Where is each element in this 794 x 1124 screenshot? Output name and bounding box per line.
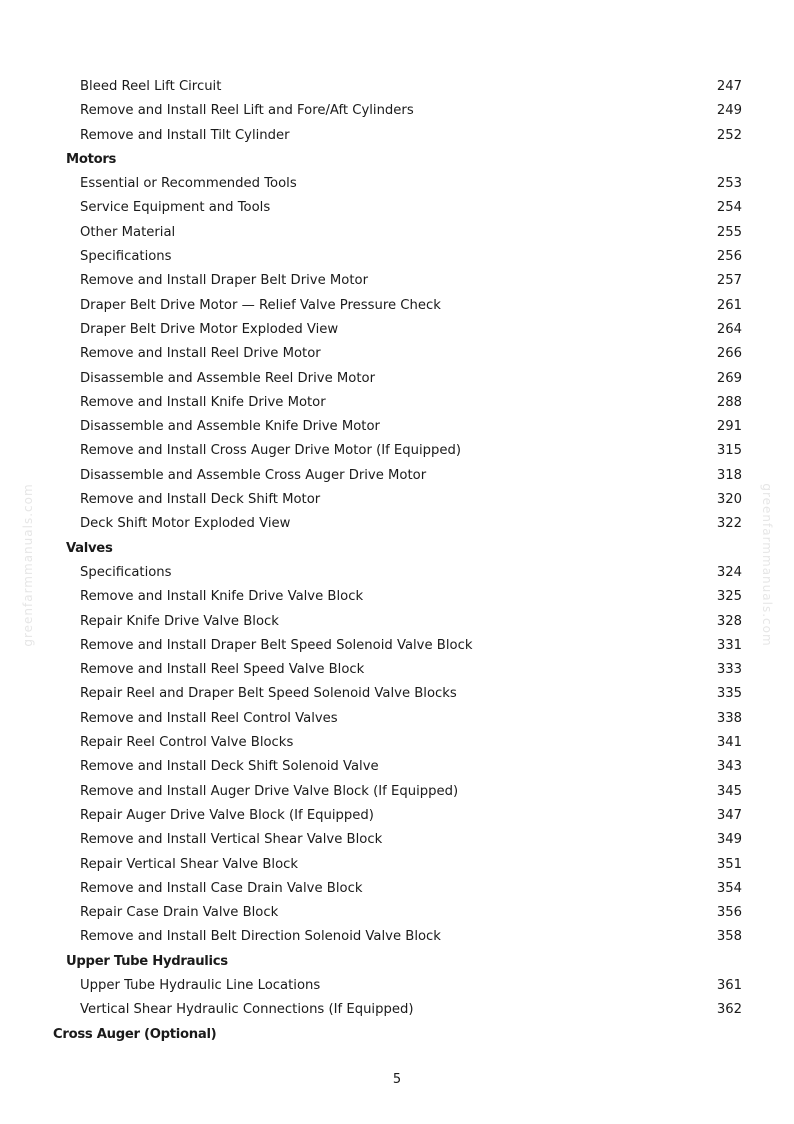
- toc-entry[interactable]: [0, 755, 794, 779]
- toc-title: Remove and Install Vertical Shear Valve Block: [80, 832, 383, 848]
- toc-section-heading[interactable]: [0, 950, 794, 974]
- toc-entry[interactable]: [0, 658, 794, 682]
- toc-title: Remove and Install Case Drain Valve Block: [80, 880, 363, 896]
- toc-page-number: 261: [716, 297, 742, 313]
- toc-page-number: 349: [716, 832, 742, 848]
- page-number: 5: [392, 1072, 402, 1087]
- toc-title: Draper Belt Drive Motor — Relief Valve Pressure Check: [80, 297, 441, 313]
- toc-entry[interactable]: [0, 828, 794, 852]
- toc-page-number: 356: [716, 905, 742, 921]
- toc-title: Repair Reel Control Valve Blocks: [80, 735, 294, 751]
- toc-page-number: 325: [716, 589, 742, 605]
- toc-page-number: 257: [716, 273, 742, 289]
- toc-title: Specifications: [80, 564, 172, 580]
- toc-entry[interactable]: [0, 925, 794, 949]
- toc-title: Cross Auger (Optional): [53, 1026, 217, 1042]
- toc-section-heading[interactable]: [0, 148, 794, 172]
- toc-title: Motors: [66, 151, 117, 167]
- toc-chapter-heading[interactable]: [0, 1023, 794, 1047]
- toc-title: Repair Reel and Draper Belt Speed Solenoid Valve Blocks: [80, 686, 457, 702]
- toc-page-number: 347: [716, 807, 742, 823]
- toc-title: Service Equipment and Tools: [80, 200, 271, 216]
- toc-title: Repair Knife Drive Valve Block: [80, 613, 279, 629]
- toc-title: Specifications: [80, 249, 172, 265]
- toc-title: Repair Case Drain Valve Block: [80, 905, 279, 921]
- toc-entry[interactable]: [0, 221, 794, 245]
- toc-title: Bleed Reel Lift Circuit: [80, 79, 222, 94]
- toc-page-number: 315: [716, 443, 742, 459]
- toc-title: Upper Tube Hydraulics: [66, 953, 228, 969]
- toc-title: Valves: [66, 540, 113, 556]
- toc-title: Deck Shift Motor Exploded View: [80, 516, 291, 532]
- watermark-left: greenfarmmanuals.com: [21, 483, 35, 647]
- toc-title: Remove and Install Knife Drive Valve Block: [80, 589, 364, 605]
- toc-title: Remove and Install Reel Lift and Fore/Aft Cylinders: [80, 103, 414, 119]
- toc-page-number: 288: [716, 394, 742, 410]
- toc-title: Remove and Install Tilt Cylinder: [80, 127, 290, 143]
- toc-title: Essential or Recommended Tools: [80, 176, 297, 192]
- toc-page-number: 358: [716, 929, 742, 945]
- toc-page-number: 266: [716, 346, 742, 362]
- toc-page-number: 335: [716, 686, 742, 702]
- table-of-contents: [0, 75, 794, 1047]
- toc-entry[interactable]: [0, 391, 794, 415]
- toc-title: Repair Vertical Shear Valve Block: [80, 856, 299, 872]
- toc-title: Disassemble and Assemble Cross Auger Drive Motor: [80, 467, 427, 483]
- toc-entry[interactable]: [0, 901, 794, 925]
- toc-title: Remove and Install Draper Belt Speed Solenoid Valve Block: [80, 637, 473, 653]
- toc-page-number: 324: [716, 564, 742, 580]
- toc-section-heading[interactable]: [0, 537, 794, 561]
- toc-title: Remove and Install Belt Direction Solenoid Valve Block: [80, 929, 441, 945]
- toc-title: Upper Tube Hydraulic Line Locations: [80, 977, 321, 993]
- toc-title: Remove and Install Auger Drive Valve Block (If Equipped): [80, 783, 459, 799]
- toc-title: Vertical Shear Hydraulic Connections (If Equipped): [80, 1002, 414, 1018]
- toc-page-number: 256: [716, 249, 742, 265]
- toc-title: Remove and Install Reel Control Valves: [80, 710, 338, 726]
- toc-entry[interactable]: [0, 780, 794, 804]
- toc-entry[interactable]: [0, 464, 794, 488]
- toc-page-number: 247: [716, 79, 742, 94]
- toc-entry[interactable]: [0, 561, 794, 585]
- toc-title: Remove and Install Deck Shift Motor: [80, 492, 321, 508]
- toc-entry[interactable]: [0, 99, 794, 123]
- toc-title: Remove and Install Cross Auger Drive Motor (If Equipped): [80, 443, 462, 459]
- toc-page-number: 249: [716, 103, 742, 119]
- toc-page-number: 254: [716, 200, 742, 216]
- toc-title: Disassemble and Assemble Knife Drive Motor: [80, 419, 380, 435]
- toc-page-number: 255: [716, 224, 742, 240]
- toc-title: Repair Auger Drive Valve Block (If Equipped): [80, 807, 374, 823]
- toc-entry[interactable]: [0, 488, 794, 512]
- toc-entry[interactable]: [0, 877, 794, 901]
- toc-entry[interactable]: [0, 707, 794, 731]
- toc-entry[interactable]: [0, 853, 794, 877]
- toc-entry[interactable]: [0, 245, 794, 269]
- toc-page-number: 291: [716, 419, 742, 435]
- toc-entry[interactable]: [0, 998, 794, 1022]
- toc-title: Other Material: [80, 224, 176, 240]
- toc-entry[interactable]: [0, 342, 794, 366]
- toc-page-number: 253: [716, 176, 742, 192]
- toc-title: Remove and Install Knife Drive Motor: [80, 394, 326, 410]
- toc-entry[interactable]: [0, 196, 794, 220]
- toc-page-number: 264: [716, 321, 742, 337]
- toc-entry[interactable]: [0, 682, 794, 706]
- toc-entry[interactable]: [0, 415, 794, 439]
- toc-page-number: 354: [716, 880, 742, 896]
- toc-page-number: 338: [716, 710, 742, 726]
- toc-page-number: 269: [716, 370, 742, 386]
- toc-title: Remove and Install Reel Speed Valve Block: [80, 662, 365, 678]
- toc-entry[interactable]: [0, 634, 794, 658]
- toc-page-number: 362: [716, 1002, 742, 1018]
- toc-entry[interactable]: [0, 585, 794, 609]
- toc-page-number: 361: [716, 977, 742, 993]
- toc-entry[interactable]: [0, 974, 794, 998]
- toc-title: Draper Belt Drive Motor Exploded View: [80, 321, 339, 337]
- toc-entry[interactable]: [0, 610, 794, 634]
- toc-entry[interactable]: [0, 367, 794, 391]
- toc-page-number: 318: [716, 467, 742, 483]
- toc-page-number: 345: [716, 783, 742, 799]
- toc-entry[interactable]: [0, 124, 794, 148]
- toc-title: Remove and Install Deck Shift Solenoid Valve: [80, 759, 379, 775]
- toc-page-number: 252: [716, 127, 742, 143]
- toc-entry[interactable]: [0, 294, 794, 318]
- toc-entry[interactable]: [0, 804, 794, 828]
- toc-entry[interactable]: [0, 172, 794, 196]
- toc-entry[interactable]: [0, 439, 794, 463]
- toc-entry[interactable]: [0, 512, 794, 536]
- toc-entry[interactable]: [0, 731, 794, 755]
- toc-page-number: 320: [716, 492, 742, 508]
- toc-page-number: 328: [716, 613, 742, 629]
- toc-page-number: 343: [716, 759, 742, 775]
- toc-page-number: 351: [716, 856, 742, 872]
- toc-entry[interactable]: [0, 318, 794, 342]
- watermark-right: greenfarmmanuals.com: [760, 483, 774, 647]
- toc-title: Disassemble and Assemble Reel Drive Motor: [80, 370, 375, 386]
- toc-entry[interactable]: [0, 75, 794, 99]
- toc-page-number: 333: [716, 662, 742, 678]
- toc-page-number: 322: [716, 516, 742, 532]
- toc-page-number: 341: [716, 735, 742, 751]
- toc-title: Remove and Install Draper Belt Drive Motor: [80, 273, 368, 289]
- toc-page-number: 331: [716, 637, 742, 653]
- toc-entry[interactable]: [0, 269, 794, 293]
- toc-title: Remove and Install Reel Drive Motor: [80, 346, 321, 362]
